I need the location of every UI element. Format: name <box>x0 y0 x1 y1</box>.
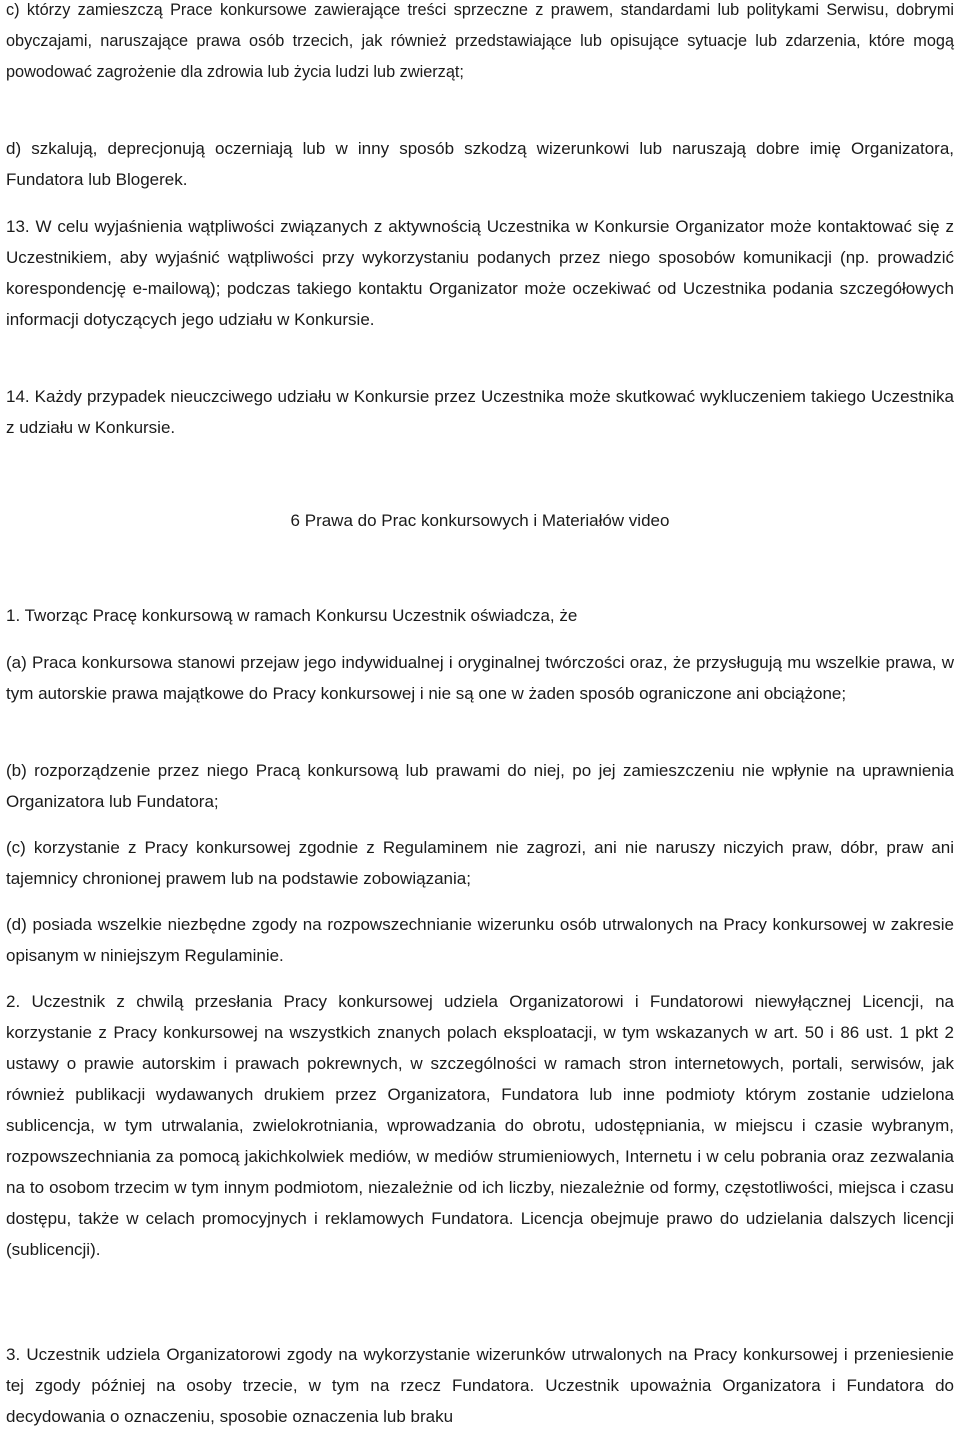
paragraph-2: 2. Uczestnik z chwilą przesłania Pracy konkursowej udziela Organizatorowi i Fundatorowi niewyłącznej Licencji, na korzystanie z Pracy konkursowej na wszystkich znanych polach eksploatacji, w tym wskazanych w art. 50 i 86 ust. 1 pkt 2 ustawy o prawie autorskim i prawach pokrewnych, w szczególności w ramach stron internetowych, portali, serwisów, jak również publikacji wydawanych drukiem przez Organizatora, Fundatora lub inne podmioty którym zostanie udzielona sublicencja, w tym utrwalania, zwielokrotniania, wprowadzania do obrotu, udostępniania, w miejscu i czasie wybranym, rozpowszechniania za pomocą jakichkolwiek mediów, w mediów strumieniowych, Internetu i w celu pobrania oraz zezwalania na to osobom trzecim w tym innym podmiotom, niezależnie od ich liczby, niezależnie od formy, częstotliwości, miejsca i czasu dostępu, także w celach promocyjnych i reklamowych Fundatora. Licencja obejmuje prawo do udzielania dalszych licencji (sublicencji). <box>6 992 954 1259</box>
paragraph-a: (a) Praca konkursowa stanowi przejaw jego indywidualnej i oryginalnej twórczości oraz, że przysługują mu wszelkie prawa, w tym autorskie prawa majątkowe do Pracy konkursowej i nie są one w żaden sposób ograniczone ani obciążone; <box>6 653 954 703</box>
paragraph-c: c) którzy zamieszczą Prace konkursowe zawierające treści sprzeczne z prawem, standardami lub politykami Serwisu, dobrymi obyczajami, naruszające prawa osób trzecich, jak również przedstawiające lub opisujące sytuacje lub zdarzenia, które mogą powodować zagrożenie dla zdrowia lub życia ludzi lub zwierząt; <box>6 1 954 81</box>
paragraph-3: 3. Uczestnik udziela Organizatorowi zgody na wykorzystanie wizerunków utrwalonych na Pracy konkursowej i przeniesienie tej zgody później na osoby trzecie, w tym na rzecz Fundatora. Uczestnik upoważnia Organizatora i Fundatora do decydowania o oznaczeniu, sposobie oznaczenia lub braku <box>6 1345 954 1426</box>
paragraph-14: 14. Każdy przypadek nieuczciwego udziału w Konkursie przez Uczestnika może skutkować wykluczeniem takiego Uczestnika z udziału w Konkursie. <box>6 387 954 437</box>
paragraph-1: 1. Tworząc Pracę konkursową w ramach Konkursu Uczestnik oświadcza, że <box>6 606 578 625</box>
paragraph-d: d) szkalują, deprecjonują oczerniają lub w inny sposób szkodzą wizerunkowi lub naruszają dobre imię Organizatora, Fundatora lub Blogerek. <box>6 139 954 189</box>
paragraph-c-rights: (c) korzystanie z Pracy konkursowej zgodnie z Regulaminem nie zagrozi, ani nie naruszy niczyich praw, dóbr, praw ani tajemnicy chronionej prawem lub na podstawie zobowiązania; <box>6 838 954 888</box>
paragraph-13: 13. W celu wyjaśnienia wątpliwości związanych z aktywnością Uczestnika w Konkursie Organizator może kontaktować się z Uczestnikiem, aby wyjaśnić wątpliwości przy wykorzystaniu podanych przez niego sposobów komunikacji (np. prowadzić korespondencję e-mailową); podczas takiego kontaktu Organizator może oczekiwać od Uczestnika podania szczegółowych informacji dotyczących jego udziału w Konkursie. <box>6 217 954 329</box>
paragraph-b: (b) rozporządzenie przez niego Pracą konkursową lub prawami do niej, po jej zamieszczeniu nie wpłynie na uprawnienia Organizatora lub Fundatora; <box>6 761 954 811</box>
section-heading: 6 Prawa do Prac konkursowych i Materiałów video <box>290 511 670 530</box>
paragraph-d-rights: (d) posiada wszelkie niezbędne zgody na rozpowszechnianie wizerunku osób utrwalonych na Pracy konkursowej w zakresie opisanym w niniejszym Regulaminie. <box>6 915 954 965</box>
